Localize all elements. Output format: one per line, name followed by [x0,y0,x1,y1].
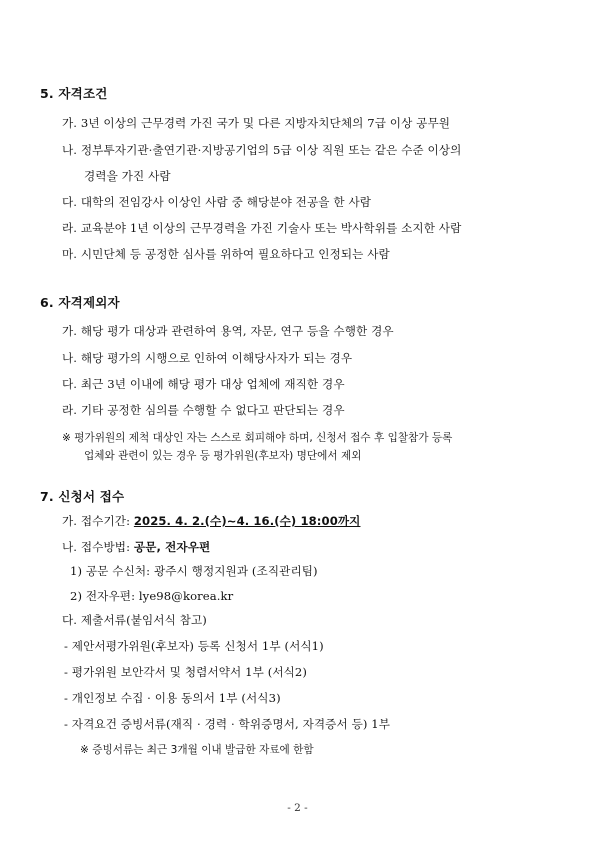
s5-item-ma: 마. 시민단체 등 공정한 심사를 위하여 필요하다고 인정되는 사람 [62,247,390,261]
s5-item-ra: 라. 교육분야 1년 이상의 근무경력을 가진 기술사 또는 박사학위를 소지한 사람 [62,221,462,235]
s7-period-value: 2025. 4. 2.(수)~4. 16.(수) 18:00까지 [133,514,361,528]
s6-item-na: 나. 해당 평가의 시행으로 인하여 이해당사자가 되는 경우 [62,351,353,365]
s6-note-line2: 업체와 관련이 있는 경우 등 평가위원(후보자) 명단에서 제외 [84,450,362,462]
s7-doc-1: - 제안서평가위원(후보자) 등록 신청서 1부 (서식1) [64,639,324,653]
s7-doc-3: - 개인정보 수집 · 이용 동의서 1부 (서식3) [64,691,281,705]
section-5-heading: 5. 자격조건 [40,86,108,101]
s6-note-line1: ※ 평가위원의 제척 대상인 자는 스스로 회피해야 하며, 신청서 접수 후 입찰참가 등록 [62,432,453,444]
page-number: - 2 - [287,802,308,814]
s7-period-label: 가. 접수기간: [62,514,134,528]
s7-doc-4: - 자격요건 증빙서류(재직 · 경력 · 학위증명서, 자격증서 등) 1부 [64,717,391,731]
s7-method-sub2: 2) 전자우편: lye98@korea.kr [70,589,234,603]
s7-docs-label: 다. 제출서류(붙임서식 참고) [62,613,207,627]
s7-period-row [62,513,360,529]
s6-item-ra: 라. 기타 공정한 심의를 수행할 수 없다고 판단되는 경우 [62,403,345,417]
s6-item-ga: 가. 해당 평가 대상과 관련하여 용역, 자문, 연구 등을 수행한 경우 [62,324,394,338]
s7-method-value: 공문, 전자우편 [133,540,211,554]
s7-method-sub1: 1) 공문 수신처: 광주시 행정지원과 (조직관리팀) [70,564,318,578]
s7-docs-note: ※ 증빙서류는 최근 3개월 이내 발급한 자료에 한함 [80,744,314,756]
section-7-heading: 7. 신청서 접수 [40,489,125,504]
s7-method-row [62,539,210,555]
s5-item-na: 나. 정부투자기관·출연기관·지방공기업의 5급 이상 직원 또는 같은 수준 이상의 [62,143,462,157]
section-6-heading: 6. 자격제외자 [40,295,120,310]
s7-doc-2: - 평가위원 보안각서 및 청렴서약서 1부 (서식2) [64,665,308,679]
s6-item-da: 다. 최근 3년 이내에 해당 평가 대상 업체에 재직한 경우 [62,377,345,391]
s5-item-na-cont: 경력을 가진 사람 [84,169,171,183]
s7-method-label: 나. 접수방법: [62,540,134,554]
s5-item-da: 다. 대학의 전임강사 이상인 사람 중 해당분야 전공을 한 사람 [62,195,372,209]
s5-item-ga: 가. 3년 이상의 근무경력 가진 국가 및 다른 지방자치단체의 7급 이상 공무원 [62,116,451,130]
